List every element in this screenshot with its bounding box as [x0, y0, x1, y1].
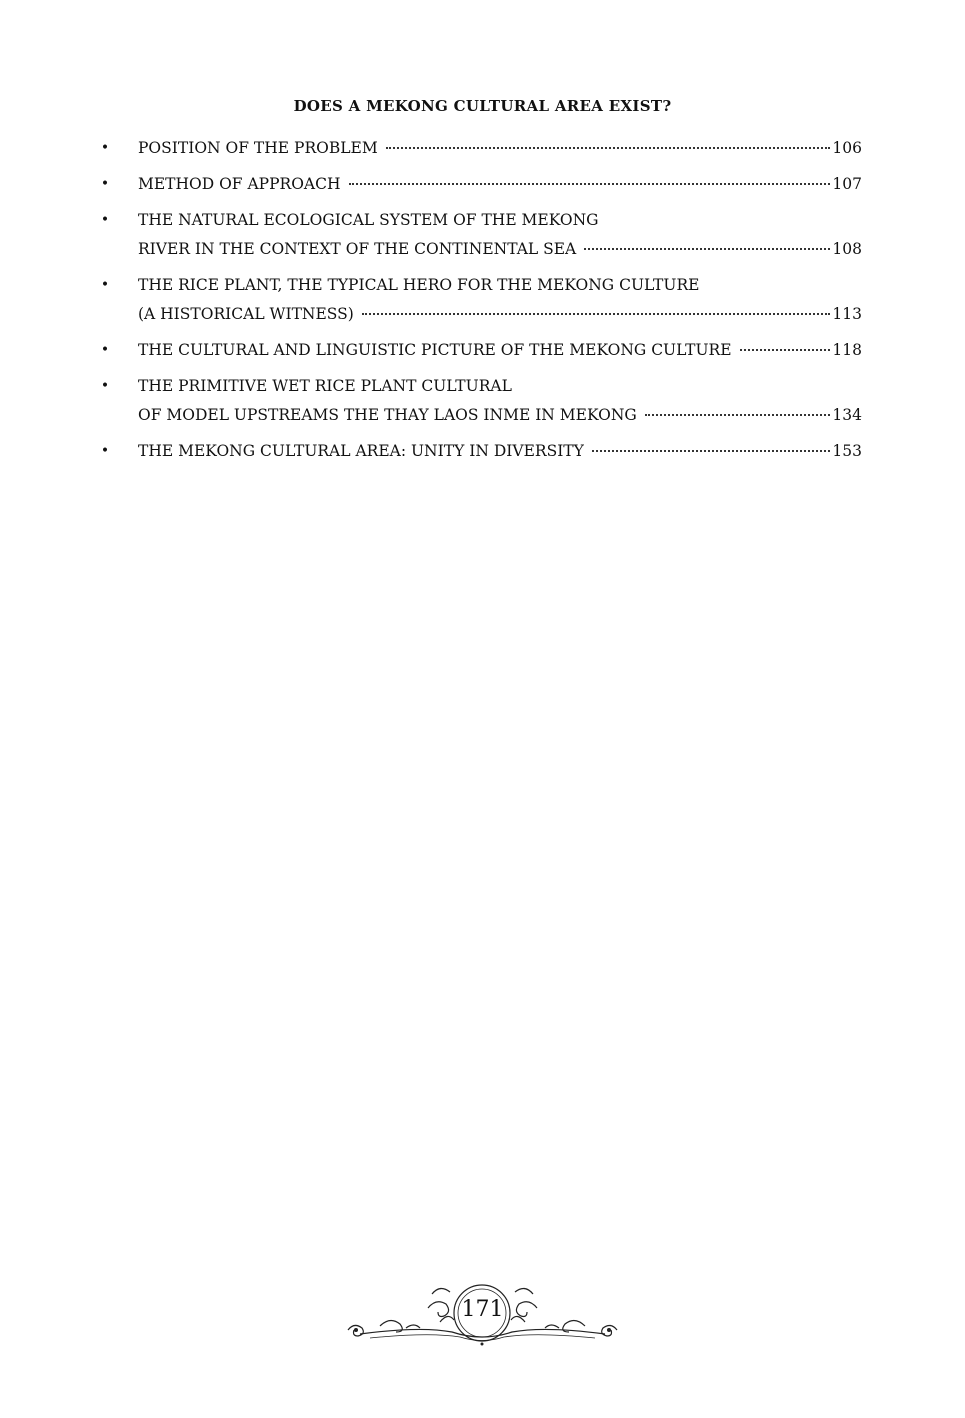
- toc-entry-line: [138, 206, 862, 235]
- toc-entry-text: POSITION OF THE PROBLEM: [138, 139, 378, 157]
- toc-entry-line: [138, 437, 862, 466]
- dot-leader: [584, 248, 830, 250]
- toc-entry-text: METHOD OF APPROACH: [138, 175, 341, 193]
- toc-entry-text: THE MEKONG CULTURAL AREA: UNITY IN DIVERSITY: [138, 442, 584, 460]
- dot-leader: [740, 349, 831, 351]
- toc-heading: DOES A MEKONG CULTURAL AREA EXIST?: [293, 97, 672, 115]
- toc-entry-line: [138, 372, 862, 401]
- toc-entry-text: (A HISTORICAL WITNESS): [138, 305, 354, 323]
- toc-entry-line: [138, 300, 862, 329]
- toc-entry-line: [138, 170, 862, 199]
- dot-leader: [592, 450, 831, 452]
- toc-entry: [100, 134, 862, 163]
- toc-page-number: 106: [832, 139, 862, 157]
- toc-page-number: 118: [832, 341, 862, 359]
- bullet-icon: •: [100, 140, 110, 156]
- toc-page-number: 134: [832, 406, 862, 424]
- toc-page-number: 108: [832, 240, 862, 258]
- toc-entry-line: [138, 401, 862, 430]
- toc-entry: [100, 271, 862, 329]
- toc-list: [100, 134, 862, 473]
- toc-entry: [100, 170, 862, 199]
- dot-leader: [386, 147, 831, 149]
- toc-entry-text: THE PRIMITIVE WET RICE PLANT CULTURAL: [138, 377, 512, 395]
- page-number: 171: [461, 1297, 504, 1322]
- toc-page-number: 113: [832, 305, 862, 323]
- toc-entry-line: [138, 134, 862, 163]
- toc-page-number: 153: [832, 442, 862, 460]
- toc-entry-text: OF MODEL UPSTREAMS THE THAY LAOS INME IN MEKONG: [138, 406, 637, 424]
- toc-entry: [100, 336, 862, 365]
- toc-entry-text: THE NATURAL ECOLOGICAL SYSTEM OF THE MEKONG: [138, 211, 599, 229]
- dot-leader: [362, 313, 831, 315]
- dot-leader: [645, 414, 831, 416]
- toc-page-number: 107: [832, 175, 862, 193]
- bullet-icon: •: [100, 277, 110, 293]
- toc-entry-line: [138, 336, 862, 365]
- dot-leader: [349, 183, 831, 185]
- page-footer: [340, 1282, 625, 1352]
- toc-entry-line: [138, 271, 862, 300]
- toc-entry-text: THE RICE PLANT, THE TYPICAL HERO FOR THE MEKONG CULTURE: [138, 276, 700, 294]
- toc-entry: [100, 437, 862, 466]
- toc-entry: [100, 372, 862, 430]
- bullet-icon: •: [100, 443, 110, 459]
- bullet-icon: •: [100, 378, 110, 394]
- bullet-icon: •: [100, 176, 110, 192]
- toc-entry-line: [138, 235, 862, 264]
- toc-entry-text: THE CULTURAL AND LINGUISTIC PICTURE OF THE MEKONG CULTURE: [138, 341, 732, 359]
- bullet-icon: •: [100, 342, 110, 358]
- toc-entry: [100, 206, 862, 264]
- toc-entry-text: RIVER IN THE CONTEXT OF THE CONTINENTAL SEA: [138, 240, 577, 258]
- bullet-icon: •: [100, 212, 110, 228]
